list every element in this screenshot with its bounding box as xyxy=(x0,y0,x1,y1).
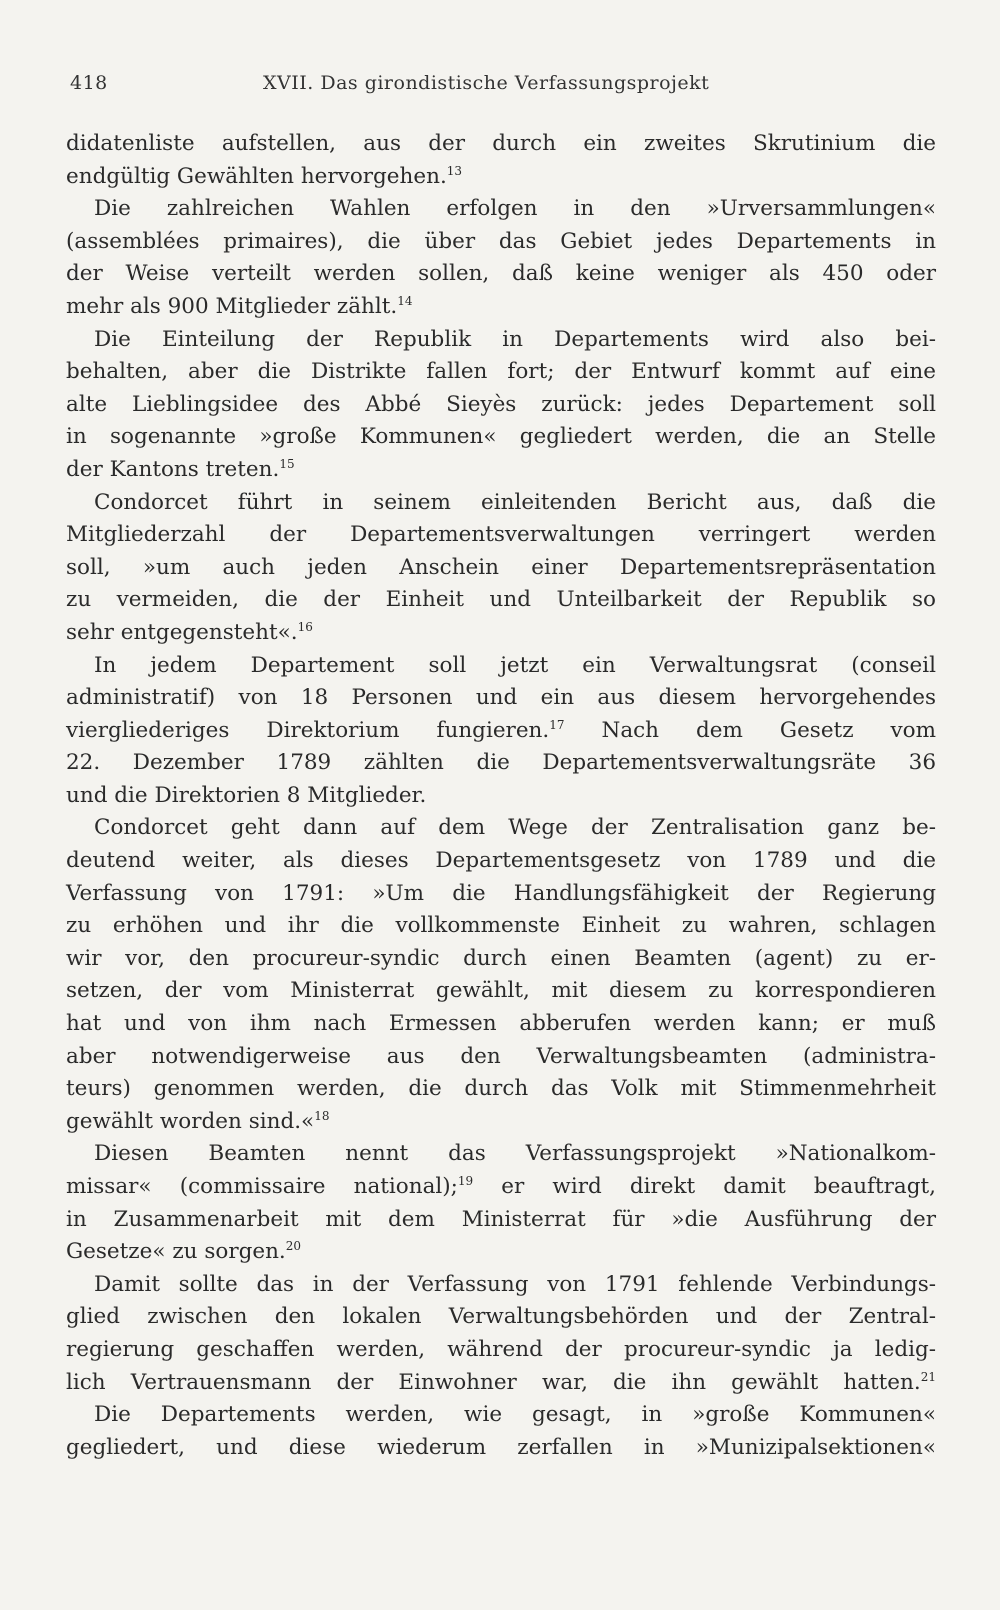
line-text-continued: Nach dem Gesetz vom xyxy=(564,717,936,743)
text-line xyxy=(66,584,936,617)
line-text: In jedem Departement soll jetzt ein Verwaltungsrat (conseil xyxy=(94,652,936,678)
line-text: in Zusammenarbeit mit dem Ministerrat für »die Ausführung der xyxy=(66,1206,936,1232)
line-text: der Weise verteilt werden sollen, daß keine weniger als 450 oder xyxy=(66,261,936,287)
text-line xyxy=(66,1432,936,1465)
text-line xyxy=(66,1399,936,1432)
text-line xyxy=(66,747,936,780)
line-text: alte Lieblingsidee des Abbé Sieyès zurück: jedes Departement soll xyxy=(66,391,936,417)
text-line xyxy=(66,1171,936,1204)
text-line xyxy=(66,487,936,520)
footnote-ref: 18 xyxy=(314,1108,330,1123)
text-line xyxy=(66,617,936,650)
line-text: glied zwischen den lokalen Verwaltungsbehörden und der Zentral- xyxy=(66,1304,936,1330)
text-line xyxy=(66,943,936,976)
running-title: XVII. Das girondistische Verfassungsprojekt xyxy=(263,72,710,94)
line-text: 22. Dezember 1789 zählten die Departementsverwaltungsräte 36 xyxy=(66,750,936,776)
line-text: endgültig Gewählten hervorgehen. xyxy=(66,163,447,189)
line-text: und die Direktorien 8 Mitglieder. xyxy=(66,782,427,808)
line-text: regierung geschaffen werden, während der procureur-syndic ja ledig- xyxy=(66,1336,936,1362)
text-line xyxy=(66,161,936,194)
text-line xyxy=(66,1236,936,1269)
line-text: zu vermeiden, die der Einheit und Unteilbarkeit der Republik so xyxy=(66,587,936,613)
line-text: gegliedert, und diese wiederum zerfallen in »Munizipalsektionen« xyxy=(66,1434,936,1460)
text-line xyxy=(66,715,936,748)
text-line xyxy=(66,1008,936,1041)
text-line xyxy=(66,454,936,487)
line-text: mehr als 900 Mitglieder zählt. xyxy=(66,293,398,319)
text-line xyxy=(66,878,936,911)
line-text-continued: er wird direkt damit beauftragt, xyxy=(473,1174,936,1199)
text-line xyxy=(66,1073,936,1106)
text-line xyxy=(66,519,936,552)
text-line xyxy=(66,1041,936,1074)
line-text: behalten, aber die Distrikte fallen fort; der Entwurf kommt auf eine xyxy=(66,359,936,385)
text-line xyxy=(66,1204,936,1237)
text-line xyxy=(66,910,936,943)
footnote-ref: 16 xyxy=(297,619,313,634)
line-text: Die Einteilung der Republik in Departements wird also bei- xyxy=(94,326,936,352)
line-text: Verfassung von 1791: »Um die Handlungsfähigkeit der Regierung xyxy=(66,880,936,906)
line-text: Gesetze« zu sorgen. xyxy=(66,1239,286,1265)
line-text: missar« (commissaire national); xyxy=(66,1174,458,1199)
text-line xyxy=(66,552,936,585)
line-text: der Kantons treten. xyxy=(66,456,280,482)
text-line xyxy=(66,193,936,226)
text-line xyxy=(66,356,936,389)
text-line xyxy=(66,1367,936,1400)
text-line xyxy=(66,128,936,161)
line-text: lich Vertrauensmann der Einwohner war, die ihn gewählt hatten. xyxy=(66,1369,921,1395)
text-line xyxy=(66,1334,936,1367)
line-text: Die Departements werden, wie gesagt, in »große Kommunen« xyxy=(94,1402,936,1428)
line-text: Mitgliederzahl der Departementsverwaltungen verringert werden xyxy=(66,522,936,548)
line-text: didatenliste aufstellen, aus der durch ein zweites Skrutinium die xyxy=(66,131,936,156)
line-text: wir vor, den procureur-syndic durch einen Beamten (agent) zu er- xyxy=(66,945,936,971)
line-text: teurs) genommen werden, die durch das Volk mit Stimmenmehrheit xyxy=(66,1076,936,1102)
line-text: Diesen Beamten nennt das Verfassungsprojekt »Nationalkom- xyxy=(94,1141,936,1167)
text-line xyxy=(66,226,936,259)
footnote-ref: 20 xyxy=(285,1239,302,1254)
text-line xyxy=(66,389,936,422)
text-line xyxy=(66,780,936,813)
body-text xyxy=(66,128,936,1464)
text-line xyxy=(66,258,936,291)
text-line xyxy=(66,1301,936,1334)
line-text: aber notwendigerweise aus den Verwaltungsbeamten (administra- xyxy=(66,1043,936,1069)
footnote-ref: 19 xyxy=(457,1174,474,1188)
text-line xyxy=(66,291,936,324)
line-text: deutend weiter, als dieses Departementsgesetz von 1789 und die xyxy=(66,848,936,874)
line-text: hat und von ihm nach Ermessen abberufen werden kann; er muß xyxy=(66,1011,936,1037)
text-line xyxy=(66,650,936,683)
text-line xyxy=(66,1138,936,1171)
page-number: 418 xyxy=(70,72,108,94)
footnote-ref: 21 xyxy=(920,1369,936,1384)
line-text: zu erhöhen und ihr die vollkommenste Einheit zu wahren, schlagen xyxy=(66,913,936,939)
text-line xyxy=(66,975,936,1008)
text-line xyxy=(66,421,936,454)
line-text: viergliederiges Direktorium fungieren. xyxy=(66,717,550,743)
text-line xyxy=(66,1106,936,1139)
line-text: administratif) von 18 Personen und ein aus diesem hervorgehendes xyxy=(66,685,936,711)
text-line xyxy=(66,682,936,715)
text-line xyxy=(66,845,936,878)
text-line xyxy=(66,324,936,357)
line-text: soll, »um auch jeden Anschein einer Departementsrepräsentation xyxy=(66,554,936,580)
footnote-ref: 17 xyxy=(549,717,565,732)
footnote-ref: 15 xyxy=(279,456,295,471)
line-text: Damit sollte das in der Verfassung von 1791 fehlende Verbindungs- xyxy=(94,1271,936,1297)
line-text: Condorcet führt in seinem einleitenden Bericht aus, daß die xyxy=(94,489,936,515)
footnote-ref: 14 xyxy=(397,293,413,308)
text-line xyxy=(66,1269,936,1302)
line-text: Condorcet geht dann auf dem Wege der Zentralisation ganz be- xyxy=(94,815,936,841)
text-line xyxy=(66,812,936,845)
line-text: Die zahlreichen Wahlen erfolgen in den »Urversammlungen« xyxy=(94,196,936,222)
line-text: gewählt worden sind.« xyxy=(66,1108,315,1134)
line-text: setzen, der vom Ministerrat gewählt, mit diesem zu korrespondieren xyxy=(66,978,936,1004)
line-text: in sogenannte »große Kommunen« gegliedert werden, die an Stelle xyxy=(66,424,936,450)
line-text: (assemblées primaires), die über das Gebiet jedes Departements in xyxy=(66,228,936,254)
line-text: sehr entgegensteht«. xyxy=(66,619,298,645)
footnote-ref: 13 xyxy=(446,163,463,178)
